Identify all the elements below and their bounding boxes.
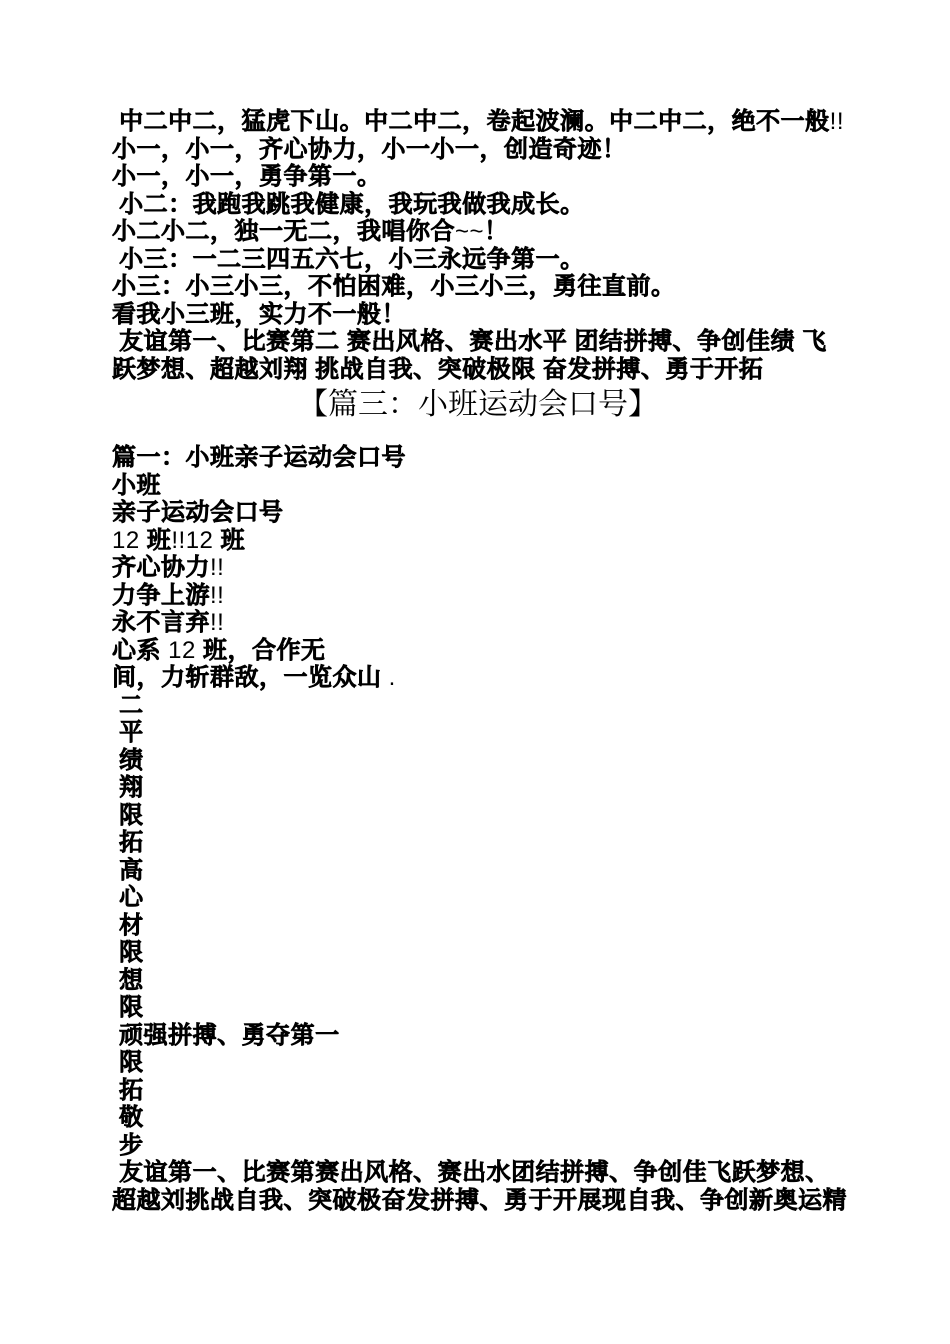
text-line: [112, 1159, 844, 1187]
cjk-text-run: 二: [112, 691, 144, 719]
text-line: [112, 1104, 844, 1132]
text-line: [112, 967, 844, 995]
text-line: [112, 857, 844, 885]
cjk-text-run: 小一，小一，齐心协力，小一小一，创造奇迹！: [112, 135, 627, 163]
text-line: [112, 609, 844, 637]
text-line: [112, 191, 844, 219]
cjk-text-run: 友谊第一、比赛第二 赛出风格、赛出水平 团结拼搏、争创佳绩 飞: [112, 328, 827, 355]
cjk-text-run: 班: [213, 526, 246, 554]
latin-text-run: .: [388, 664, 396, 691]
slogans-block-2: [112, 444, 847, 1214]
text-line: [112, 664, 844, 692]
cjk-text-run: 限: [112, 994, 144, 1021]
cjk-text-run: 限: [112, 1049, 144, 1076]
text-line: [112, 884, 844, 912]
latin-text-run: !!12: [171, 526, 214, 554]
cjk-text-run: 敬: [112, 1104, 144, 1131]
text-line: [112, 1132, 844, 1160]
cjk-text-run: 看我小三班，实力不一般！: [112, 300, 406, 328]
slogans-block-1: [112, 108, 844, 383]
cjk-text-run: 班，合作无: [195, 636, 326, 664]
text-line: [112, 747, 844, 775]
text-line: [112, 218, 844, 246]
text-line: [112, 273, 844, 301]
text-line: [112, 912, 844, 940]
cjk-text-run: 限: [112, 801, 144, 829]
cjk-text-run: 心: [112, 884, 144, 911]
text-line: [112, 356, 844, 384]
cjk-text-run: 材: [112, 911, 144, 939]
cjk-text-run: 永不言弃: [112, 609, 210, 636]
text-line: [112, 499, 844, 527]
cjk-text-run: 心系: [112, 636, 169, 664]
text-line: [112, 246, 844, 274]
latin-text-run: !!: [829, 108, 845, 135]
text-line: [112, 719, 844, 747]
text-line: [112, 1022, 844, 1050]
cjk-text-run: 小二小二，独一无二，我唱你合: [112, 218, 455, 245]
text-line: [112, 802, 844, 830]
text-line: [112, 136, 844, 164]
cjk-text-run: 小二：我跑我跳我健康，我玩我做我成长。: [112, 190, 585, 218]
cjk-text-run: 高: [112, 856, 144, 884]
text-line: [112, 994, 844, 1022]
cjk-text-run: 想: [112, 966, 144, 994]
cjk-text-run: 小三：一二三四五六七，小三永远争第一。: [112, 245, 585, 273]
cjk-text-run: 间，力斩群敌，一览众山: [112, 664, 389, 691]
cjk-text-run: 小一，小一，勇争第一。: [112, 163, 382, 190]
cjk-text-run: ！: [484, 218, 509, 245]
latin-text-run: ~~: [455, 218, 485, 245]
text-line: [112, 1049, 844, 1077]
cjk-text-run: 班: [139, 526, 172, 554]
text-line: [112, 472, 844, 500]
cjk-text-run: 篇一：小班亲子运动会口号: [112, 444, 406, 471]
text-line: [112, 829, 844, 857]
text-line: [112, 301, 844, 329]
cjk-text-run: 友谊第一、比赛第赛出风格、赛出水团结拼搏、争创佳飞跃梦想、: [112, 1159, 830, 1186]
cjk-text-run: 跃梦想、超越刘翔 挑战自我、突破极限 奋发拼搏、勇于开拓: [112, 355, 764, 383]
text-line: [112, 582, 844, 610]
cjk-text-run: 翔: [112, 774, 144, 801]
latin-text-run: 12: [168, 636, 196, 664]
cjk-text-run: 力争上游: [112, 581, 210, 609]
cjk-text-run: 顽强拼搏、勇夺第一: [112, 1021, 340, 1049]
text-line: [112, 1077, 844, 1105]
text-line: [112, 328, 844, 356]
cjk-text-run: 中二中二，猛虎下山。中二中二，卷起波澜。中二中二，绝不一般: [112, 108, 830, 135]
cjk-text-run: 小班: [112, 471, 161, 499]
text-line: [112, 637, 844, 665]
cjk-text-run: 限: [112, 939, 144, 966]
text-line: [112, 108, 844, 136]
latin-text-run: !!: [210, 609, 225, 636]
cjk-text-run: 绩: [112, 746, 144, 774]
text-line: [112, 774, 844, 802]
cjk-text-run: 齐心协力: [112, 554, 210, 581]
text-line: [112, 163, 844, 191]
cjk-text-run: 超越刘挑战自我、突破极奋发拼搏、勇于开展现自我、争创新奥运精: [112, 1186, 847, 1214]
latin-text-run: !!: [210, 554, 225, 581]
cjk-text-run: 平: [112, 719, 144, 746]
cjk-text-run: 步: [112, 1131, 144, 1159]
section-heading: 【篇三：小班运动会口号】: [298, 388, 658, 421]
latin-text-run: 12: [112, 526, 140, 554]
text-line: [112, 527, 844, 555]
text-line: [112, 1186, 847, 1215]
text-line: [112, 692, 844, 720]
text-line: [112, 554, 844, 582]
cjk-text-run: 拓: [112, 829, 144, 856]
cjk-text-run: 小三：小三小三，不怕困难，小三小三，勇往直前。: [112, 273, 676, 300]
text-line: [112, 444, 844, 472]
latin-text-run: !!: [210, 581, 225, 609]
cjk-text-run: 拓: [112, 1076, 144, 1104]
cjk-text-run: 亲子运动会口号: [112, 499, 284, 526]
text-line: [112, 939, 844, 967]
